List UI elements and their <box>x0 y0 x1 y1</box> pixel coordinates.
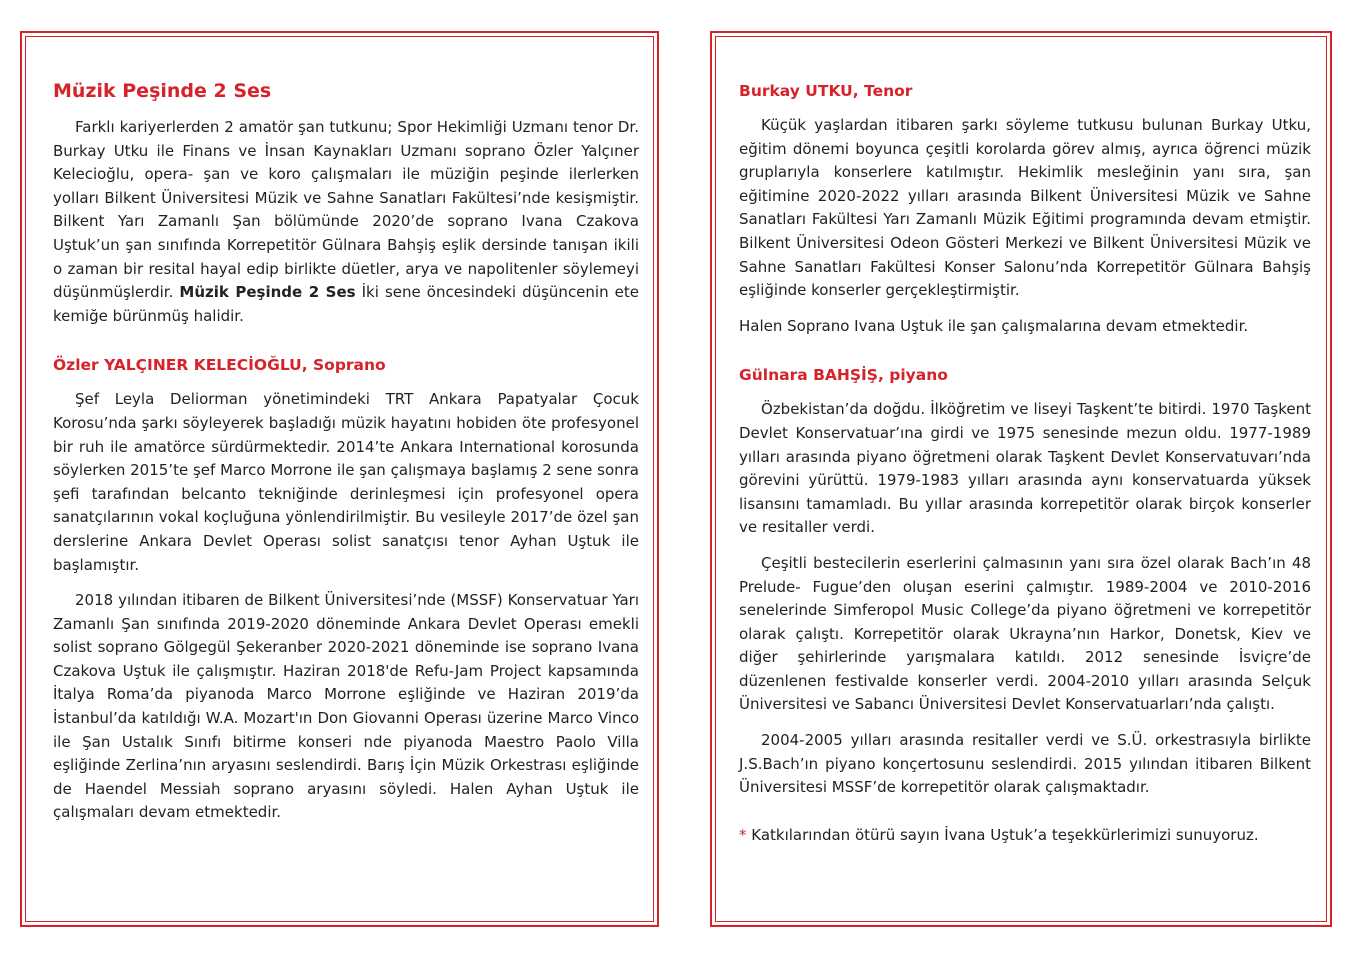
tenor-heading: Burkay UTKU, Tenor <box>739 82 913 100</box>
intro-text: Farklı kariyerlerden 2 amatör şan tutkunu; Spor Hekimliği Uzmanı tenor Dr. Burkay Utku ile Finans ve İnsan Kaynakları Uzmanı soprano Özler Yalçıner Kelecioğlu, opera- şan ve koro çalışmaları ile müziğin peşinde ilerlerken yolları Bilkent Üniversitesi Müzik ve Sahne Sanatları Fakültesi’nde kesişmiştir. Bilkent Yarı Zamanlı Şan bölümünde 2020’de soprano Ivana Czakova Uştuk’un şan sınıfında Korrepetitör Gülnara Bahşiş eşlik dersinde tanışan ikili o zaman bir resital hayal edip birlikte düetler, arya ve napolitenler söylemeyi düşünmüşlerdir. <box>53 118 639 302</box>
intro-paragraph <box>53 116 639 328</box>
soprano-paragraph-1: Şef Leyla Deliorman yönetimindeki TRT Ankara Papatyalar Çocuk Korosu’nda şarkı söyleyerek başladığı müzik hayatını hobiden öte profesyonel bir ruh ile amatörce sürdürmektedir. 2014’te Ankara International korosunda söylerken 2015’te şef Marco Morrone ile şan çalışmaya başlamış 2 sene sonra şefi tarafından belcanto tekniğinde derinleşmesi için profesyonel opera sanatçılarının vokal koçluğuna yönlendirilmiştir. Bu vesileyle 2017’de özel şan derslerine Ankara Devlet Operası solist sanatçısı tenor Ayhan Uştuk ile başlamıştır. <box>53 390 639 574</box>
spacer <box>739 350 1311 364</box>
tenor-paragraph-1: Küçük yaşlardan itibaren şarkı söyleme tutkusu bulunan Burkay Utku, eğitim dönemi boyunca çeşitli korolarda görev almış, ayrıca öğrenci müzik gruplarıyla konserlere katılmıştır. Hekimlik mesleğinin yanı sıra, şan eğitimine 2020-2022 yılları arasında Bilkent Üniversitesi Müzik ve Sahne Sanatları Fakültesi Yarı Zamanlı Müzik Eğitimi programında devam etmiştir. Bilkent Üniversitesi Odeon Gösteri Merkezi ve Bilkent Üniversitesi Müzik ve Sahne Sanatları Fakültesi Konser Salonu’nda Korrepetitör Gülnara Bahşiş eşliğinde konserler gerçekleştirmiştir. <box>739 116 1311 300</box>
tenor-paragraph-2: Halen Soprano Ivana Uştuk ile şan çalışmalarına devam etmektedir. <box>739 316 1249 335</box>
spacer <box>53 340 639 356</box>
piano-paragraph-3: 2004-2005 yılları arasında resitaller verdi ve S.Ü. orkestrasıyla birlikte J.S.Bach’ın piyano konçertosunu seslendirdi. 2015 yılından itibaren Bilkent Üniversitesi MSSF’de korrepetitör olarak çalışmaktadır. <box>739 731 1311 797</box>
right-page-content <box>739 80 1311 847</box>
asterisk-icon: * <box>739 825 747 844</box>
acknowledgement <box>739 824 1311 848</box>
page-title: Müzik Peşinde 2 Ses <box>53 80 272 102</box>
intro-bold-title: Müzik Peşinde 2 Ses <box>179 283 356 302</box>
piano-paragraph-1: Özbekistan’da doğdu. İlköğretim ve liseyi Taşkent’te bitirdi. 1970 Taşkent Devlet Konservatuar’ına girdi ve 1975 senesinde mezun oldu. 1977-1989 yılları arasında piyano öğretmeni olarak Taşkent Devlet Konservatuvarı’nda görevini yürüttü. 1979-1983 yılları arasında aynı konservatuarda yüksek lisansını tamamladı. Bu yıllar arasında korrepetitör olarak birçok konserler ve resitaller verdi. <box>739 400 1311 537</box>
left-page-content <box>53 80 639 837</box>
soprano-heading: Özler YALÇINER KELECİOĞLU, Soprano <box>53 356 386 375</box>
intro-text-end: İki sene öncesindeki düşüncenin ete kemiğe bürünmüş halidir. <box>53 283 639 325</box>
soprano-paragraph-2: 2018 yılından itibaren de Bilkent Üniversitesi’nde (MSSF) Konservatuar Yarı Zamanlı Şan sınıfında 2019-2020 döneminde Ankara Devlet Operası emekli solist soprano Gölgegül Şekeranber 2020-2021 döneminde ise soprano Ivana Czakova Uştuk ile çalışmıştır. Haziran 2018'de Refu-Jam Project kapsamında İtalya Roma’da piyanoda Marco Morrone eşliğinde ve Haziran 2019’da İstanbul’da katıldığı W.A. Mozart'ın Don Giovanni Operası üzerine Marco Vinco ile Şan Ustalık Sınıfı bitirme konseri nde piyanoda Maestro Paolo Villa eşliğinde Zerlina’nın aryasını seslendirdi. Barış İçin Müzik Orkestrası eşliğinde de Haendel Messiah soprano aryasını söyledi. Halen Ayhan Uştuk ile çalışmaları devam etmektedir. <box>53 591 639 822</box>
piano-paragraph-2: Çeşitli bestecilerin eserlerini çalmasının yanı sıra özel olarak Bach’ın 48 Prelude- Fugue’den oluşan eserini çalmıştır. 1989-2004 ve 2010-2016 senelerinde Simferopol Music College’da piyano öğretmeni ve korrepetitör olarak çalıştı. Korrepetitör olarak Ukrayna’nın Harkor, Donetsk, Kiev ve diğer şehirlerinde yarışmalara katıldı. 2012 senesinde İsviçre’de düzenlenen festivalde konserler verdi. 2004-2010 yılları arasında Selçuk Üniversitesi ve Sabancı Üniversitesi Devlet Konservatuarları’nda çalıştı. <box>739 553 1311 714</box>
acknowledgement-text: Katkılarından ötürü sayın İvana Uştuk’a teşekkürlerimizi sunuyoruz. <box>746 825 1259 844</box>
piano-heading: Gülnara BAHŞİŞ, piyano <box>739 366 948 385</box>
